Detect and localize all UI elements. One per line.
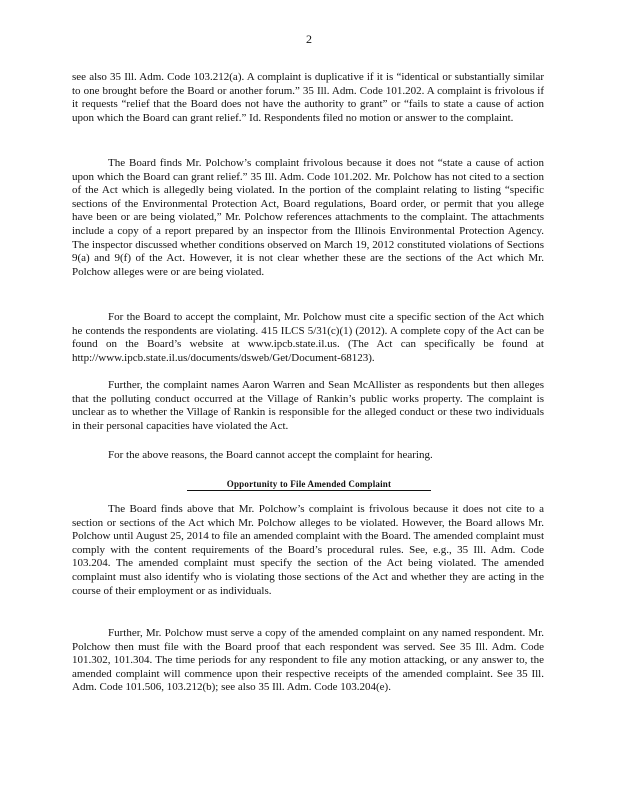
paragraph-respondents: Further, the complaint names Aaron Warren and Sean McAllister as respondents but then alleges that the polluting conduct occurred at the Village of Rankin’s public works property. The complaint is unclear as to whether the Village of Rankin is responsible for the alleged conduct or these two individuals in their personal capacities have violated the Act.	[72, 379, 544, 432]
paragraph-serve-copy: Further, Mr. Polchow must serve a copy of the amended complaint on any named respondent. Mr. Polchow then must file with the Board proof that each respondent was served. See 35 Ill. Adm. Code 101.302, 101.304. The time periods for any respondent to file any motion attacking, or any answer to, the amended complaint will commence upon their respective receipts of the amended complaint. See 35 Ill. Adm. Code 101.506, 103.212(b); see also 35 Ill. Adm. Code 103.204(e).	[72, 627, 544, 694]
section-heading	[0, 478, 618, 492]
paragraph-amended-complaint: The Board finds above that Mr. Polchow’s complaint is frivolous because it does not cite to a section or sections of the Act which Mr. Polchow alleges to be violated. However, the Board allows Mr. Polchow until August 25, 2014 to file an amended complaint with the Board. The amended complaint must comply with the content requirements of the Board’s procedural rules. See, e.g., 35 Ill. Adm. Code 103.204. The amended complaint must specify the section of the Act being violated. The amended complaint must also identify who is violating those sections of the Act and whether they are acting in the course of their employment or as individuals.	[72, 503, 544, 597]
section-heading-text: Opportunity to File Amended Complaint	[187, 479, 431, 491]
paragraph-duplicative-frivolous: see also 35 Ill. Adm. Code 103.212(a). A complaint is duplicative if it is “identical or substantially similar to one brought before the Board or another forum.” 35 Ill. Adm. Code 101.202. A complaint is frivolous if it requests “relief that the Board does not have the authority to grant” or “fails to state a cause of action upon which the Board can grant relief.” Id. Respondents filed no motion or answer to the complaint.	[72, 71, 544, 124]
page-number: 2	[306, 32, 312, 46]
paragraph-cite-section: For the Board to accept the complaint, Mr. Polchow must cite a specific section of the Act which he contends the respondents are violating. 415 ILCS 5/31(c)(1) (2012). A complete copy of the Act can be found on the Board’s website at www.ipcb.state.il.us. (The Act can specifically be found at http://www.ipcb.state.il.us/documents/dsweb/Get/Document-68123).	[72, 311, 544, 364]
paragraph-above-reasons: For the above reasons, the Board cannot accept the complaint for hearing.	[108, 449, 433, 461]
paragraph-board-finds: The Board finds Mr. Polchow’s complaint frivolous because it does not “state a cause of action upon which the Board can grant relief.” 35 Ill. Adm. Code 101.202. Mr. Polchow has not cited to a section of the Act which is allegedly being violated. In the portion of the complaint relating to listing “specific sections of the Environmental Protection Act, Board regulations, Board order, or permit that you allege have been or are being violated,” Mr. Polchow references attachments to the complaint. The attachments include a copy of a report prepared by an inspector from the Illinois Environmental Protection Agency. The inspector discussed whether conditions observed on March 19, 2012 constituted violations of Sections 9(a) and 9(f) of the Act. However, it is not clear whether these are the sections of the Act which Mr. Polchow alleges were or are being violated.	[72, 157, 544, 278]
